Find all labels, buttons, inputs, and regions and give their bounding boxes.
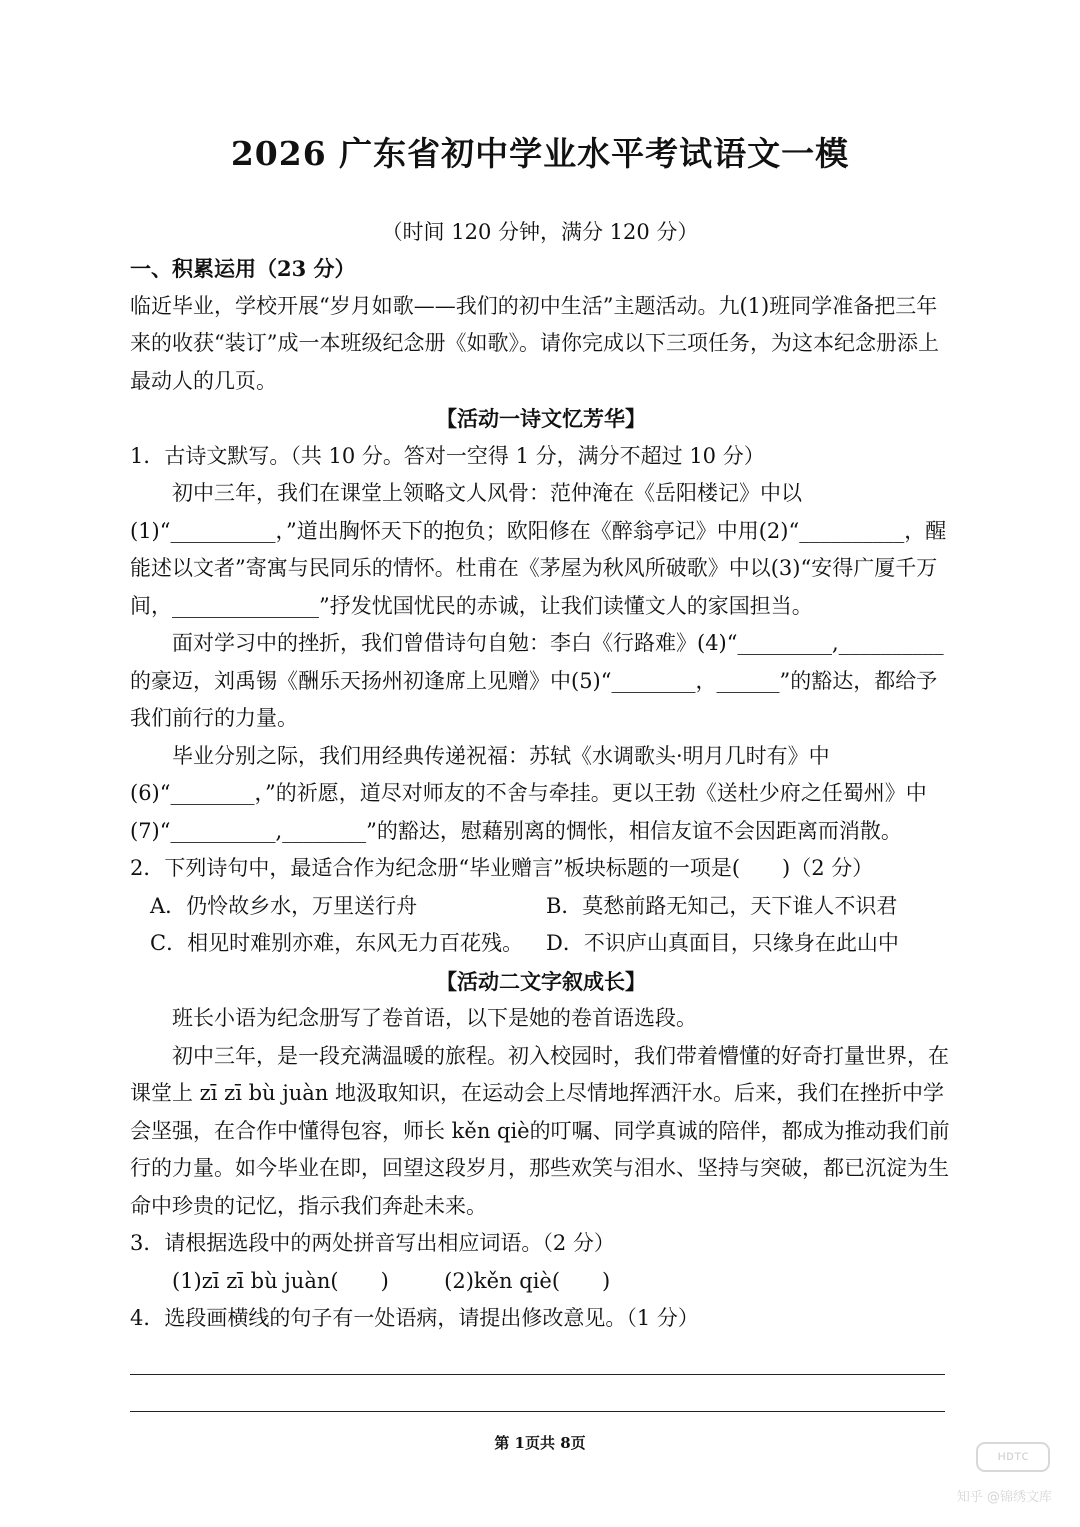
option-d: D．不识庐山真面目，只缘身在此山中: [546, 931, 899, 955]
question-2: 2．下列诗句中，最适合作为纪念册“毕业赠言”板块标题的一项是( )（2 分）: [130, 856, 874, 880]
question-2-options-row-2: [130, 925, 952, 963]
option-c: C．相见时难别亦难，东风无力百花残。: [150, 931, 524, 955]
question-4: 4．选段画横线的句子有一处语病，请提出修改意见。（1 分）: [130, 1306, 699, 1330]
option-a: A．仍怜故乡水，万里送行舟: [150, 893, 418, 918]
watermark-text: 知乎 @锦绣文库: [956, 1490, 1052, 1505]
watermark-logo: ʜᴅᴛᴄ: [976, 1442, 1050, 1472]
question-1: 1．古诗文默写。（共 10 分。答对一空得 1 分，满分不超过 10 分）: [130, 443, 765, 468]
option-b: B．莫愁前路无知己，天下谁人不识君: [546, 893, 898, 918]
activity-2-title: 【活动二文字叙成长】: [436, 968, 646, 994]
question-1-paragraph-1: 初中三年，我们在课堂上领略文人风骨：范仲淹在《岳阳楼记》中以(1)“__________，”道出胸怀天下的抱负；欧阳修在《醉翁亭记》中用(2)“__________，醒能述以文者”寄寓与民同乐的情怀。杜甫在《茅屋为秋风所破歌》中以(3)“安得广厦千万间，______________”抒发忧国忧民的赤诚，让我们读懂文人的家国担当。: [130, 481, 947, 618]
exam-content: [130, 250, 952, 1412]
exam-title: 2026 广东省初中学业水平考试语文一模: [230, 134, 850, 173]
question-3: 3．请根据选段中的两处拼音写出相应词语。（2 分）: [130, 1231, 615, 1255]
exam-time-score: （时间 120 分钟，满分 120 分）: [381, 220, 699, 244]
answer-line-2: [130, 1411, 945, 1412]
question-3-item-1: (1)zī zī bù juàn( ): [172, 1268, 389, 1293]
activity-2-passage: 初中三年，是一段充满温暖的旅程。初入校园时，我们带着懵懂的好奇打量世界，在课堂上 zī zī bù juàn 地汲取知识，在运动会上尽情地挥洒汗水。后来，我们在挫折中学会坚强，在合作中懂得包容，师长 kěn qiè的叮嘱、同学真诚的陪伴，都成为推动我们前行的力量。如今毕业在即，回望这段岁月，那些欢笑与泪水、坚持与突破，都已沉淀为生命中珍贵的记忆，指示我们奔赴未来。: [130, 1043, 950, 1218]
section-heading: 一、积累运用（23 分）: [130, 256, 356, 281]
question-3-items: [130, 1263, 952, 1301]
activity-1-title: 【活动一诗文忆芳华】: [436, 406, 646, 431]
page-number: 第 1页共 8页: [494, 1434, 586, 1452]
answer-line-1: [130, 1374, 945, 1375]
question-2-options-row-1: [130, 888, 952, 926]
section-intro: 临近毕业，学校开展“岁月如歌——我们的初中生活”主题活动。九(1)班同学准备把三年来的收获“装订”成一本班级纪念册《如歌》。请你完成以下三项任务，为这本纪念册添上最动人的几页。: [130, 293, 939, 393]
question-1-paragraph-2: 面对学习中的挫折，我们曾借诗句自勉：李白《行路难》(4)“_________,__________的豪迈，刘禹锡《酬乐天扬州初逢席上见赠》中(5)“________，______”的豁达，都给予我们前行的力量。: [130, 631, 944, 730]
activity-2-intro: 班长小语为纪念册写了卷首语，以下是她的卷首语选段。: [172, 1006, 697, 1030]
question-1-paragraph-3: 毕业分别之际，我们用经典传递祝福：苏轼《水调歌头·明月几时有》中(6)“________，”的祈愿，道尽对师友的不舍与牵挂。更以王勃《送杜少府之任蜀州》中(7)“__________,________”的豁达，慰藉别离的惆怅，相信友谊不会因距离而消散。: [130, 743, 927, 843]
question-3-item-2: (2)kěn qiè( ): [444, 1268, 611, 1293]
